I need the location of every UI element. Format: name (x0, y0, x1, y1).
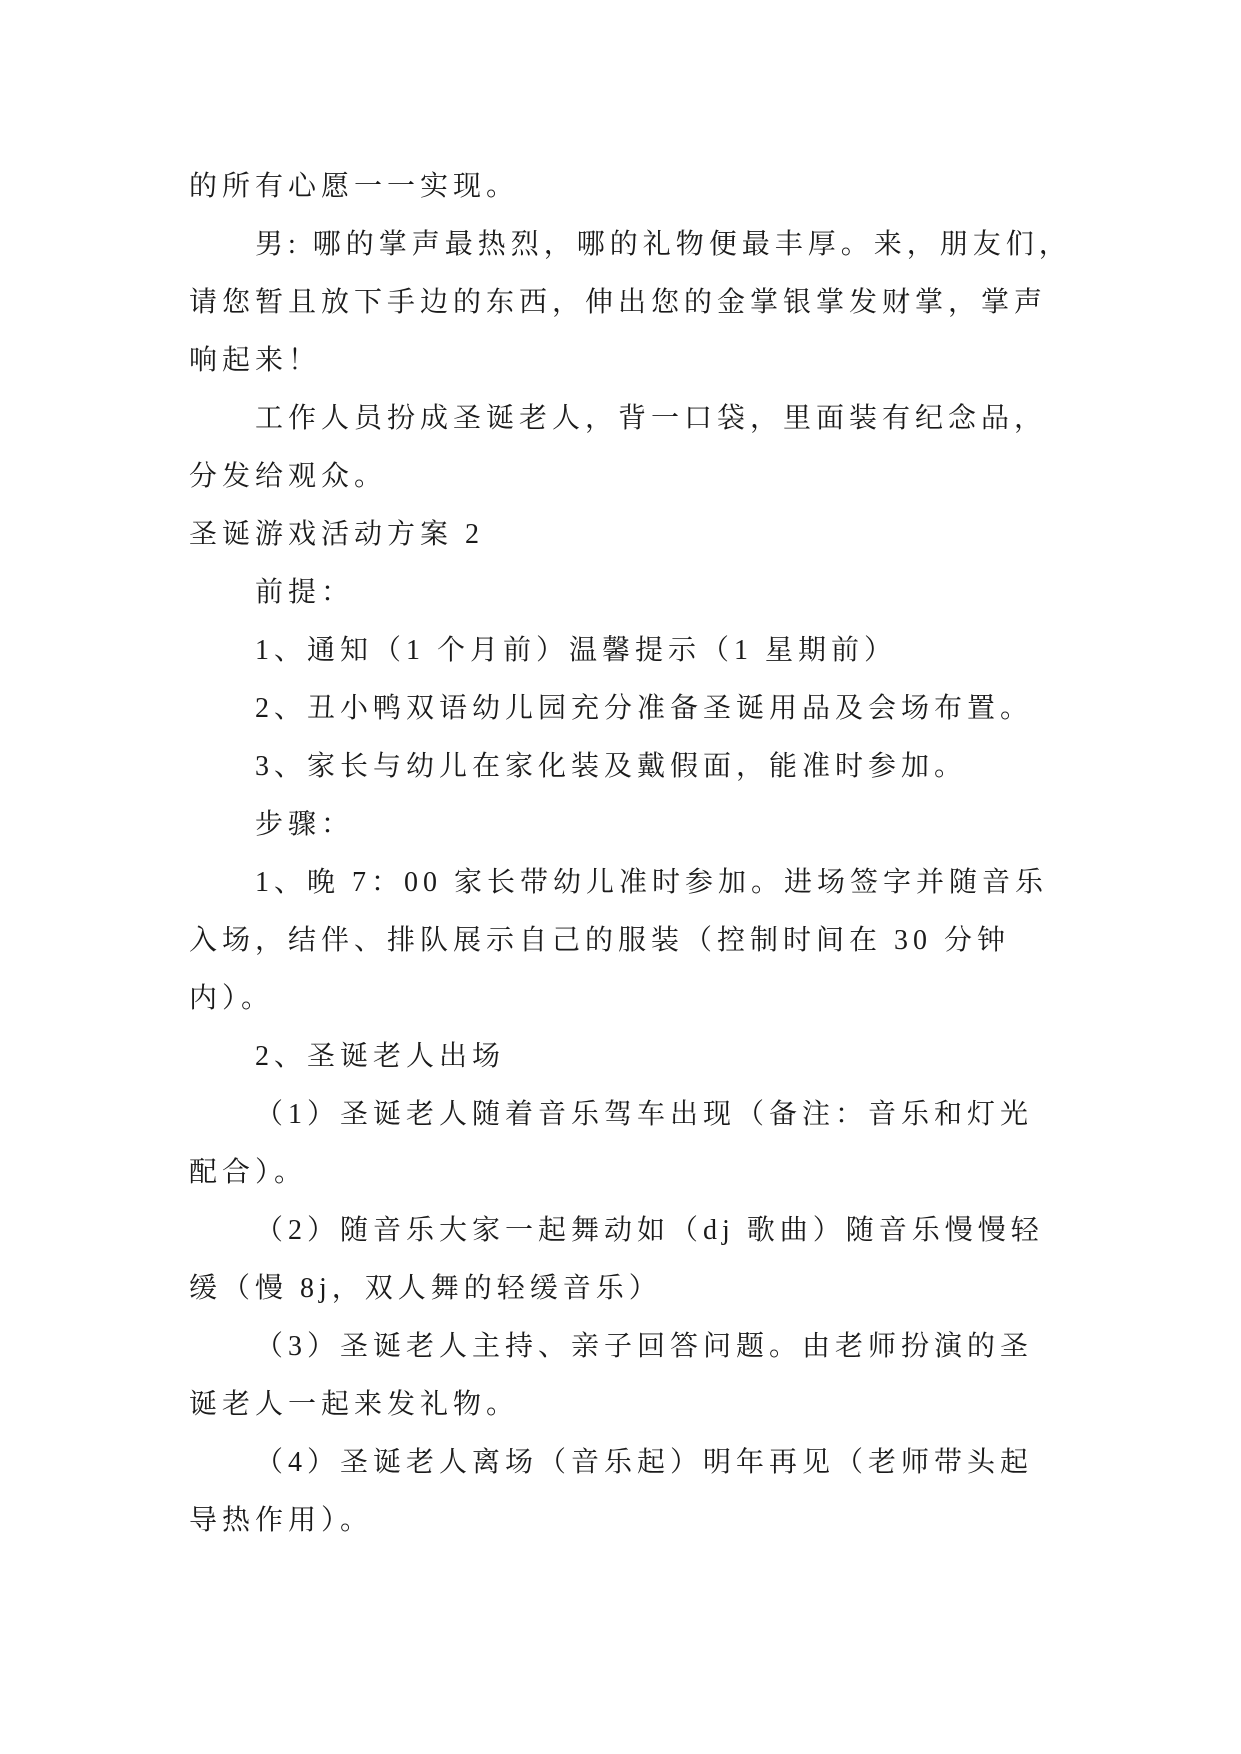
text-line: （3）圣诞老人主持、亲子回答问题。由老师扮演的圣 (255, 1331, 1034, 1362)
text-line: 配合）。 (189, 1157, 308, 1188)
text-line: 导热作用）。 (189, 1505, 374, 1536)
text-line: 步骤： (255, 809, 355, 840)
document-body (189, 158, 1089, 1550)
text-line: 前提： (255, 577, 355, 608)
text-line: 内）。 (189, 983, 275, 1014)
text-line: 分发给观众。 (189, 461, 388, 492)
text-line: （1）圣诞老人随着音乐驾车出现（备注：音乐和灯光 (255, 1099, 1034, 1130)
paragraph (189, 564, 1089, 622)
text-line: 响起来！ (189, 345, 322, 376)
text-line: （4）圣诞老人离场（音乐起）明年再见（老师带头起 (255, 1447, 1034, 1478)
paragraph (189, 796, 1089, 854)
list-item (189, 738, 1089, 796)
sub-list-item (189, 1202, 1089, 1318)
paragraph (189, 216, 1089, 390)
text-line: 3、家长与幼儿在家化装及戴假面，能准时参加。 (255, 751, 968, 782)
text-line: 缓（慢 8j，双人舞的轻缓音乐） (189, 1273, 662, 1304)
text-line: （2）随音乐大家一起舞动如（dj 歌曲）随音乐慢慢轻 (255, 1215, 1044, 1246)
text-line: 诞老人一起来发礼物。 (189, 1389, 520, 1420)
section-heading (189, 506, 1089, 564)
text-line: 入场，结伴、排队展示自己的服装（控制时间在 30 分钟 (189, 925, 1011, 956)
text-line: 请您暂且放下手边的东西，伸出您的金掌银掌发财掌，掌声 (189, 287, 1048, 318)
sub-list-item (189, 1434, 1089, 1550)
heading-text: 圣诞游戏活动方案 2 (189, 519, 485, 550)
list-item (189, 622, 1089, 680)
text-line: 男: 哪的掌声最热烈，哪的礼物便最丰厚。来，朋友们， (255, 229, 1072, 260)
list-item (189, 854, 1089, 1028)
text-line: 的所有心愿一一实现。 (189, 171, 520, 202)
sub-list-item (189, 1086, 1089, 1202)
list-item (189, 680, 1089, 738)
paragraph (189, 158, 1089, 216)
sub-list-item (189, 1318, 1089, 1434)
list-item (189, 1028, 1089, 1086)
text-line: 2、圣诞老人出场 (255, 1041, 506, 1072)
text-line: 2、丑小鸭双语幼儿园充分准备圣诞用品及会场布置。 (255, 693, 1034, 724)
text-line: 工作人员扮成圣诞老人，背一口袋，里面装有纪念品， (255, 403, 1048, 434)
text-line: 1、晚 7：00 家长带幼儿准时参加。进场签字并随音乐 (255, 867, 1049, 898)
text-line: 1、通知（1 个月前）温馨提示（1 星期前） (255, 635, 898, 666)
paragraph (189, 390, 1089, 506)
